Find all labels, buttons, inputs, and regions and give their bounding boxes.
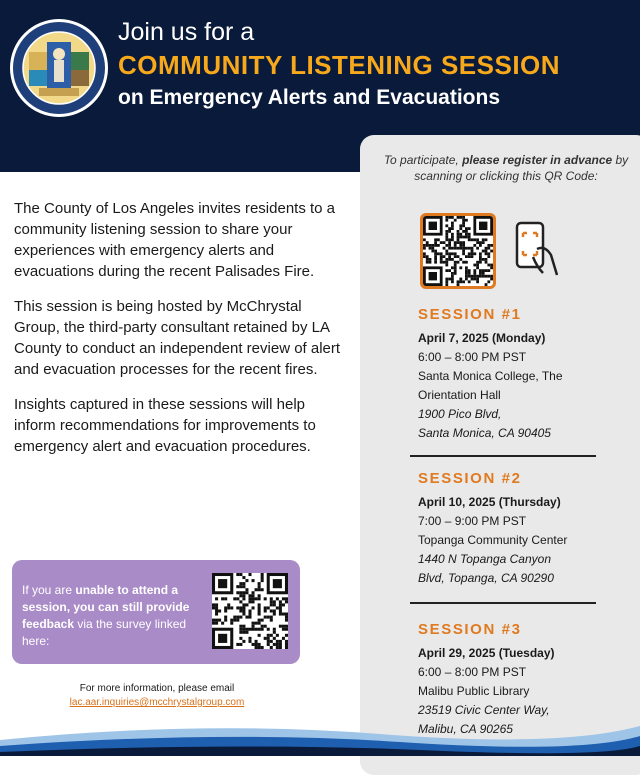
session-address-2: Santa Monica, CA 90405 <box>418 426 551 440</box>
session-address-1: 23519 Civic Center Way, <box>418 703 550 717</box>
session-2 <box>418 470 608 588</box>
phone-scan-icon <box>507 219 563 279</box>
footer-wave <box>0 718 640 756</box>
county-seal-logo <box>9 18 109 118</box>
session-heading: SESSION #3 <box>418 621 522 638</box>
intro-text <box>14 198 342 471</box>
session-heading: SESSION #2 <box>418 470 522 487</box>
intro-paragraph-1: The County of Los Angeles invites residents to a community listening session to share your experiences with emergency alerts and evacuations during the recent Palisades Fire. <box>14 200 336 280</box>
feedback-box <box>12 560 300 664</box>
intro-paragraph-2: This session is being hosted by McChrystal Group, the third-party consultant retained by LA County to conduct an independent review of alert and evacuation processes for the recent fires. <box>14 298 341 378</box>
contact-email-link[interactable]: lac.aar.inquiries@mcchrystalgroup.com <box>69 697 245 708</box>
session-1 <box>418 306 608 443</box>
session-date: April 29, 2025 (Tuesday) <box>418 646 555 660</box>
session-venue: Topanga Community Center <box>418 533 568 547</box>
feedback-text: If you are unable to attend a session, you can still provide feedback via the survey linked here: <box>22 583 190 648</box>
register-instructions: To participate, please register in advance by scanning or clicking this QR Code: <box>383 153 629 183</box>
session-address-2: Malibu, CA 90265 <box>418 722 513 736</box>
session-time: 6:00 – 8:00 PM PST <box>418 665 527 679</box>
session-heading: SESSION #1 <box>418 306 522 323</box>
session-address-1: 1440 N Topanga Canyon <box>418 552 551 566</box>
divider <box>410 602 596 604</box>
header-title: COMMUNITY LISTENING SESSION <box>118 50 561 80</box>
registration-panel <box>360 135 640 775</box>
intro-paragraph-3: Insights captured in these sessions will help inform recommendations for improvements to emergency alert and evacuation procedures. <box>14 396 316 455</box>
registration-qr-code[interactable] <box>420 213 496 289</box>
session-date: April 10, 2025 (Thursday) <box>418 495 561 509</box>
session-venue: Santa Monica College, The Orientation Hall <box>418 369 563 402</box>
session-address-2: Blvd, Topanga, CA 90290 <box>418 571 554 585</box>
session-venue: Malibu Public Library <box>418 684 530 698</box>
session-time: 7:00 – 9:00 PM PST <box>418 514 527 528</box>
session-time: 6:00 – 8:00 PM PST <box>418 350 527 364</box>
session-address-1: 1900 Pico Blvd, <box>418 407 502 421</box>
more-info-label: For more information, please email <box>79 683 235 694</box>
session-date: April 7, 2025 (Monday) <box>418 331 546 345</box>
divider <box>410 455 596 457</box>
header-line-1: Join us for a <box>118 18 255 46</box>
header-subtitle: on Emergency Alerts and Evacuations <box>118 86 501 109</box>
more-info <box>14 682 300 710</box>
survey-qr-code[interactable] <box>212 573 288 649</box>
